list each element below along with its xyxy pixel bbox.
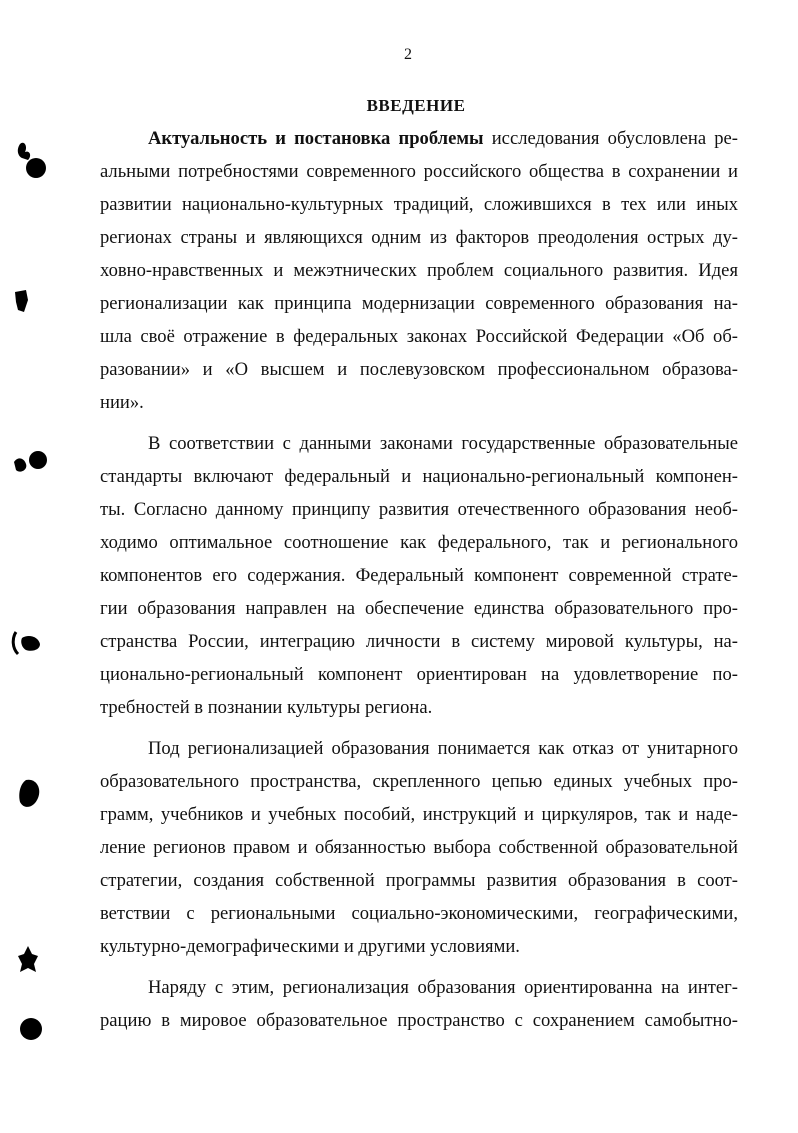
lead-bold-text: Актуальность и постановка проблемы <box>148 128 484 149</box>
paragraph-line: ходимо оптимальное соотношение как федерального, так и регионального <box>100 532 738 553</box>
paragraph-line: развитии национально-культурных традиций, сложившихся в тех или иных <box>100 194 738 215</box>
paragraph-line: культурно-демографическими и другими условиями. <box>100 936 520 957</box>
paragraph-line: ты. Согласно данному принципу развития отечественного образования необ- <box>100 499 738 520</box>
paragraph-line: регионах страны и являющихся одним из факторов преодоления острых ду- <box>100 227 738 248</box>
scan-blot-icon <box>14 776 44 814</box>
scan-blot-icon <box>10 628 44 658</box>
paragraph-line: ционально-региональный компонент ориентирован на удовлетворение по- <box>100 664 738 685</box>
scan-blot-icon <box>14 944 42 976</box>
paragraph-line: ховно-нравственных и межэтнических проблем социального развития. Идея <box>100 260 738 281</box>
scan-blot-icon <box>10 138 50 182</box>
paragraph-line: стратегии, создания собственной программы развития образования в соот- <box>100 870 738 891</box>
paragraph-3 <box>100 732 738 963</box>
paragraph-line: ление регионов правом и обязанностью выбора собственной образовательной <box>100 837 738 858</box>
paragraph-line: рацию в мировое образовательное пространство с сохранением самобытно- <box>100 1010 738 1031</box>
scan-blot-icon <box>12 288 32 316</box>
paragraph-line: регионализации как принципа модернизации современного образования на- <box>100 293 738 314</box>
section-heading: ВВЕДЕНИЕ <box>366 96 466 115</box>
paragraph-line: Наряду с этим, регионализация образования ориентированна на интег- <box>148 977 738 998</box>
paragraph-line: грамм, учебников и учебных пособий, инструкций и циркуляров, так и наде- <box>100 804 738 825</box>
paragraph-line: альными потребностями современного российского общества в сохранении и <box>100 161 738 182</box>
paragraph-line: компонентов его содержания. Федеральный компонент современной страте- <box>100 565 738 586</box>
paragraph-line: В соответствии с данными законами государственные образовательные <box>148 433 738 454</box>
paragraph-line: странства России, интеграцию личности в систему мировой культуры, на- <box>100 631 738 652</box>
paragraph-line: Под регионализацией образования понимается как отказ от унитарного <box>148 738 738 759</box>
page-number: 2 <box>404 46 412 63</box>
paragraph-line: гии образования направлен на обеспечение единства образовательного про- <box>100 598 738 619</box>
paragraph-line: образовательного пространства, скрепленного цепью единых учебных про- <box>100 771 738 792</box>
scan-blot-icon <box>18 1016 44 1042</box>
paragraph-line: ветствии с региональными социально-экономическими, географическими, <box>100 903 738 924</box>
paragraph-line: Актуальность и постановка проблемы исследования обусловлена ре- <box>148 128 739 149</box>
body-text <box>100 122 739 1045</box>
paragraph-line: разовании» и «О высшем и послевузовском профессиональном образова- <box>100 359 738 380</box>
paragraph-4 <box>100 971 738 1037</box>
paragraph-1 <box>100 122 739 419</box>
paragraph-line: шла своё отражение в федеральных законах Российской Федерации «Об об- <box>100 326 738 347</box>
paragraph-line: требностей в познании культуры региона. <box>100 697 433 718</box>
paragraph-line: стандарты включают федеральный и национально-региональный компонен- <box>100 466 738 487</box>
paragraph-line: нии». <box>100 392 144 413</box>
paragraph-2 <box>100 427 738 724</box>
scan-blot-icon <box>10 448 48 480</box>
